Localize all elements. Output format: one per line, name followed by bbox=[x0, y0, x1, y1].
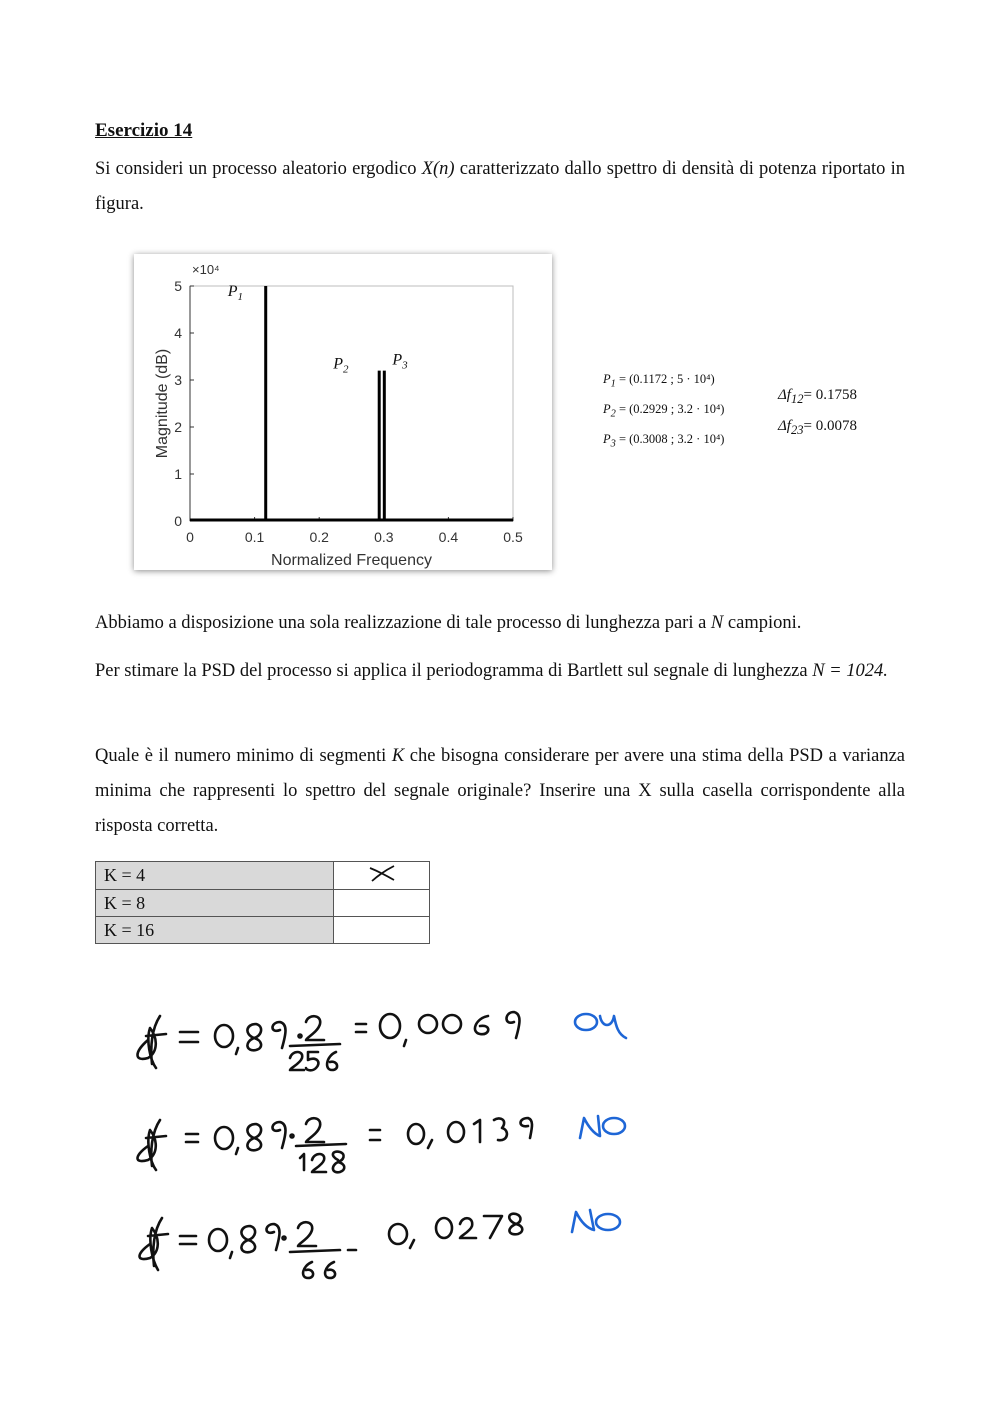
x-tick-label: 0.1 bbox=[244, 529, 265, 545]
paragraph-bartlett: Per stimare la PSD del processo si applica il periodogramma di Bartlett sul segnale di lunghezza N = 1024. bbox=[95, 661, 888, 681]
x-tick-label: 0.4 bbox=[438, 529, 459, 545]
peak-coord-p1: $P_1 = (0.1172$ ; 5 · 10⁴) bbox=[603, 372, 715, 390]
intro-variable: X(n) bbox=[421, 159, 455, 179]
x-axis-label: Normalized Frequency bbox=[271, 552, 432, 569]
handwritten-verdict-no-2 bbox=[572, 1210, 620, 1232]
intro-text-1: Si consideri un processo aleatorio ergodico bbox=[95, 159, 417, 179]
y-tick-label: 4 bbox=[174, 325, 182, 341]
x-tick-label: 0.2 bbox=[309, 529, 329, 545]
peak-label-p2: $P_2$ bbox=[333, 355, 349, 376]
answer-label: K = 8 bbox=[96, 890, 334, 917]
answer-label: K = 16 bbox=[96, 917, 334, 944]
paragraph-realization: Abbiamo a disposizione una sola realizzazione di tale processo di lunghezza pari a N campioni. bbox=[95, 613, 802, 633]
y-tick-label: 2 bbox=[174, 419, 182, 435]
handwritten-line-3 bbox=[140, 1214, 523, 1278]
peak-label-p3: $P_3$ bbox=[392, 351, 408, 372]
handwritten-line-2 bbox=[138, 1118, 533, 1172]
handwritten-line-1 bbox=[138, 1012, 520, 1070]
delta-f23: $\Delta f_{23}= 0.0078$ bbox=[778, 418, 857, 437]
peak-coord-p2: $P_2 = (0.2929$ ; 3.2 · 10⁴) bbox=[603, 402, 725, 420]
delta-f12: $\Delta f_{12}= 0.1758$ bbox=[778, 387, 857, 406]
y-tick-label: 1 bbox=[174, 466, 182, 482]
x-tick-label: 0.3 bbox=[374, 529, 394, 545]
peak-label-p1: $P_1$ bbox=[227, 283, 243, 303]
exercise-title: Esercizio 14 bbox=[95, 120, 193, 141]
x-tick-label: 0.5 bbox=[503, 529, 523, 545]
answer-label: K = 4 bbox=[96, 862, 334, 890]
peak-coord-p3: $P_3 = (0.3008$ ; 3.2 · 10⁴) bbox=[603, 432, 725, 450]
y-axis-label: Magnitude (dB) bbox=[154, 348, 171, 459]
intro-text-2: caratterizzato dallo spettro di densità di potenza riportato in figura. bbox=[95, 159, 906, 214]
paragraph-question: Quale è il numero minimo di segmenti K che bisogna considerare per avere una stima della PSD a varianza minima che rappresenti lo spettro del segnale originale? Inserire una X sulla casella corrispondente alla risposta corretta. bbox=[95, 746, 905, 836]
y-multiplier-label: ×10⁴ bbox=[192, 262, 220, 277]
y-tick-label: 3 bbox=[174, 372, 182, 388]
y-tick-label: 5 bbox=[174, 278, 182, 294]
x-tick-label: 0 bbox=[186, 529, 194, 545]
y-tick-label: 0 bbox=[174, 513, 182, 529]
handwritten-verdict-ok bbox=[575, 1014, 626, 1038]
handwritten-verdict-no-1 bbox=[580, 1116, 625, 1138]
